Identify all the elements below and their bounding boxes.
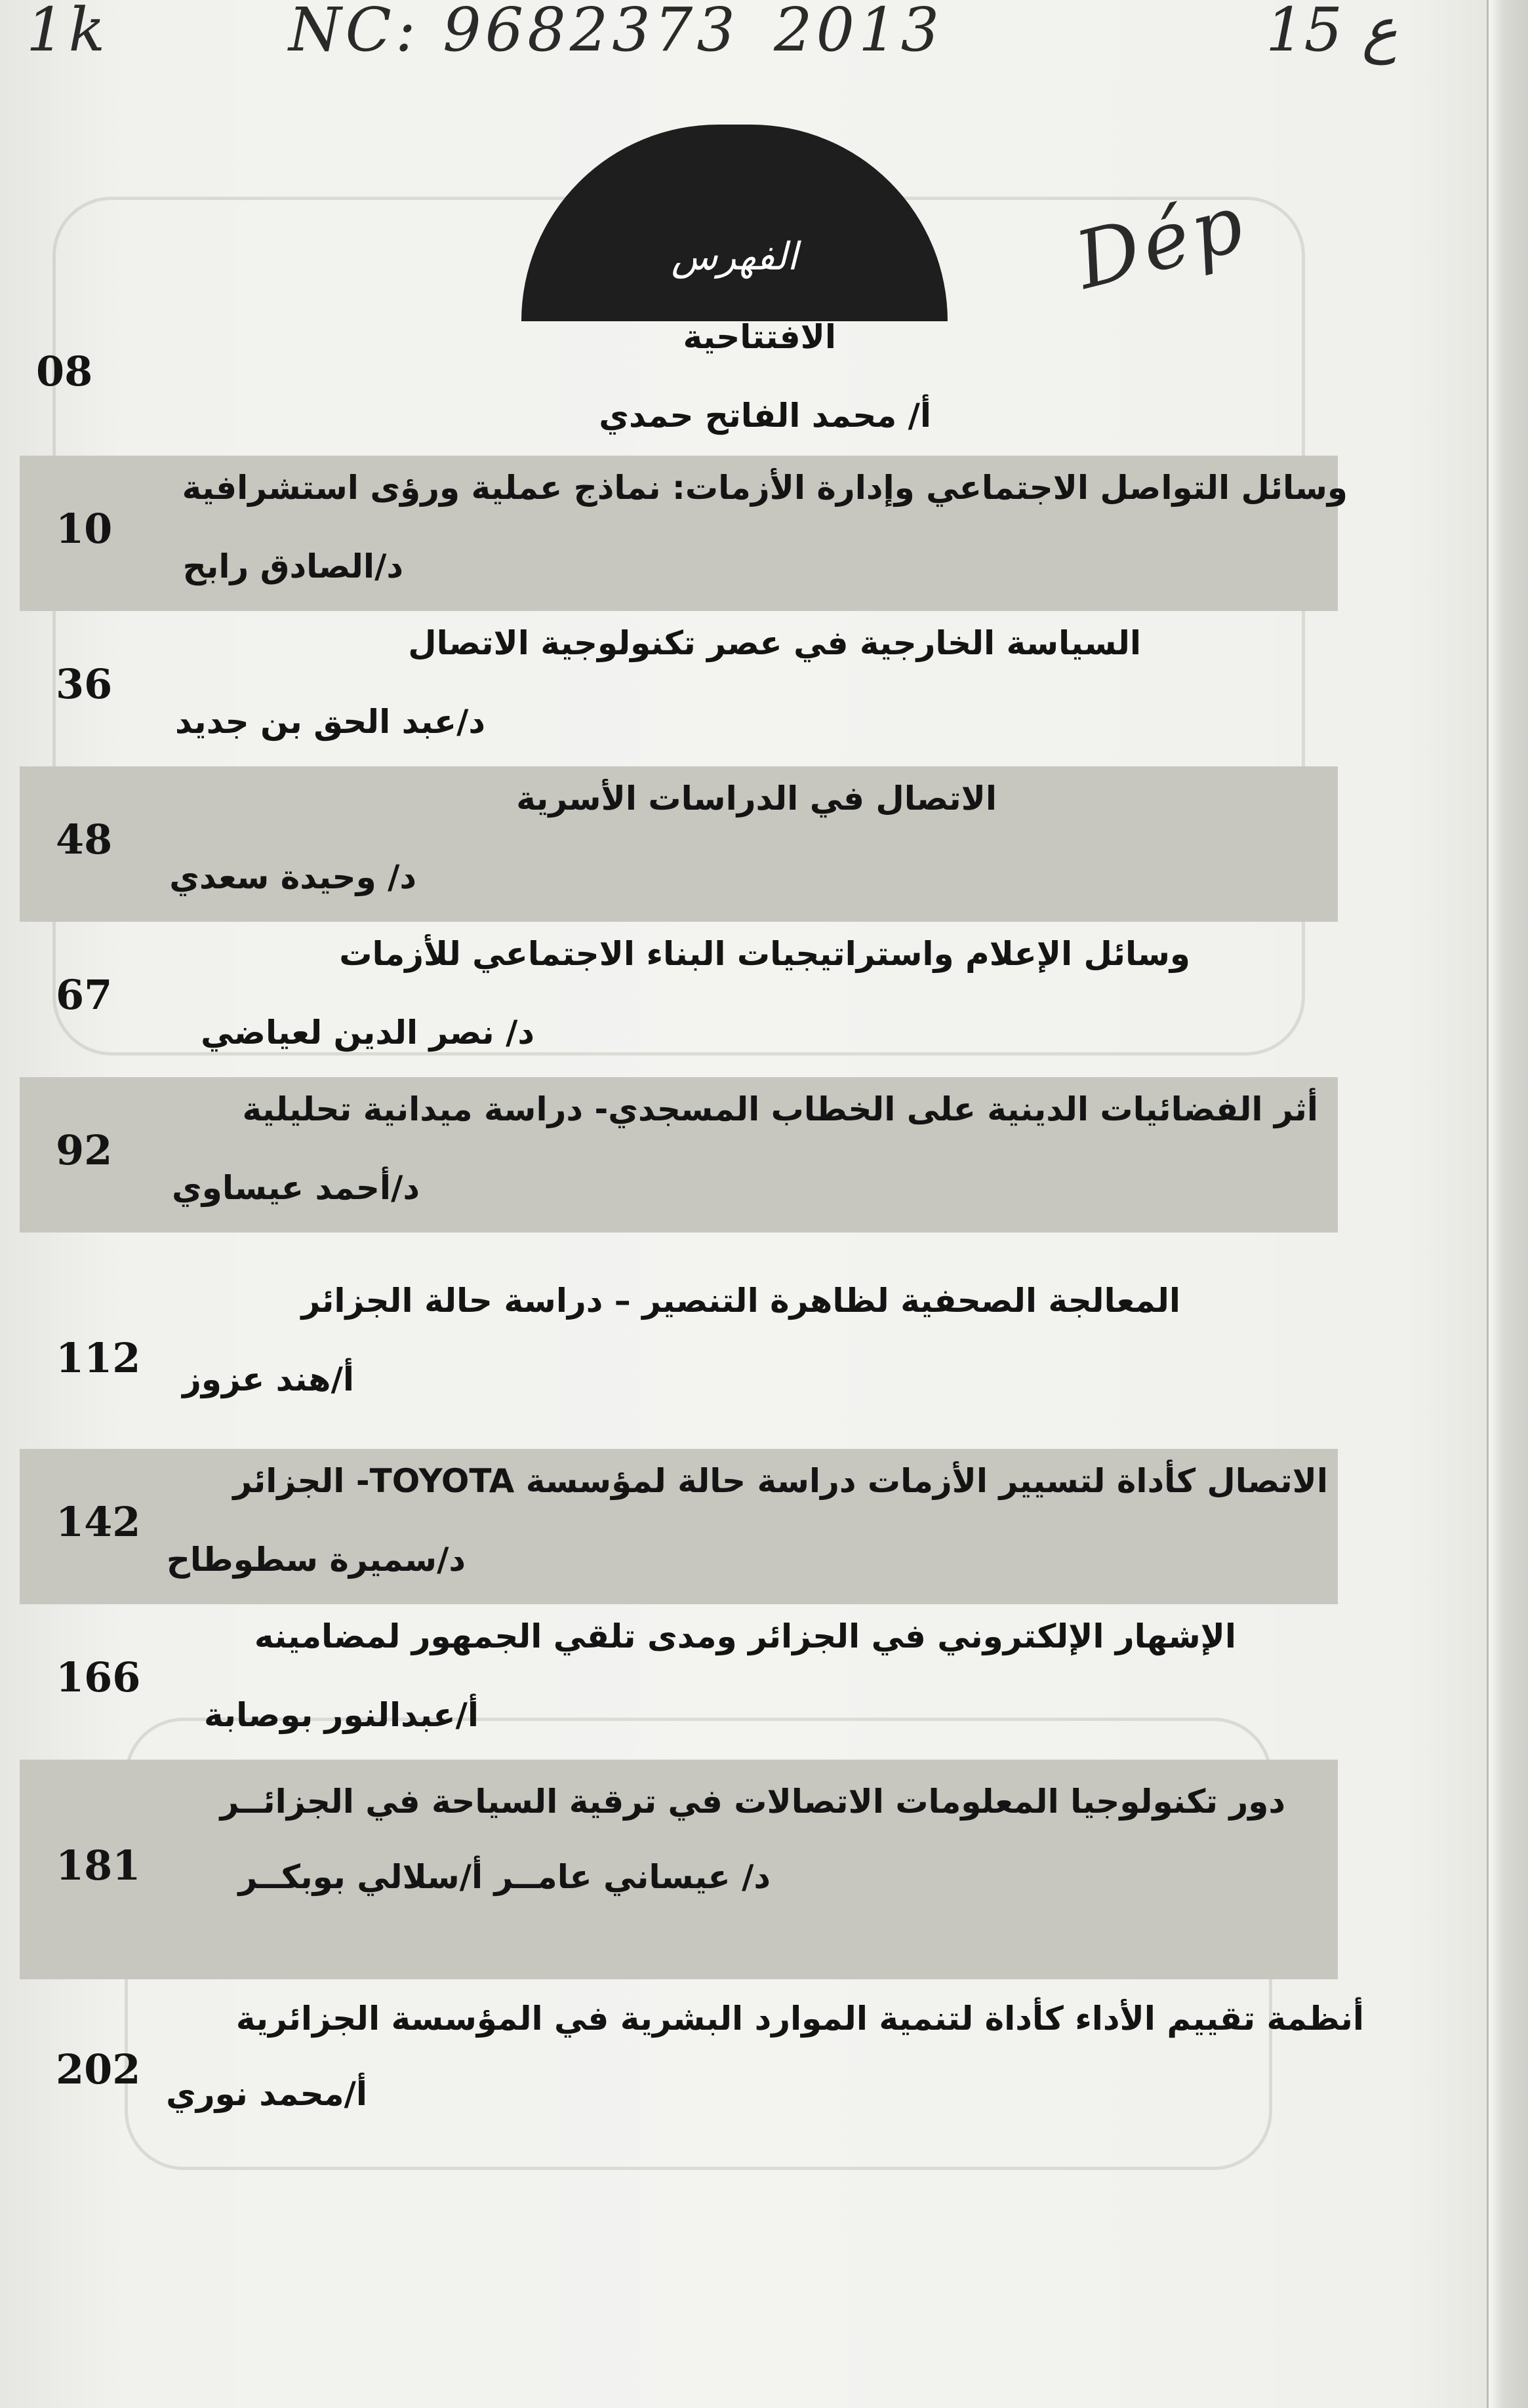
entry-author: د/ وحيدة سعدي [169, 858, 416, 896]
handwritten-page-marks: 15 ع [1266, 0, 1398, 65]
index-entry [20, 1269, 1338, 1424]
index-title: الفهرس [671, 234, 798, 279]
index-header [521, 125, 948, 321]
entry-page-number: 166 [56, 1653, 141, 1701]
entry-author: د/الصادق رابح [182, 547, 403, 585]
index-entry [20, 1760, 1338, 1979]
entry-title: الإشهار الإلكتروني في الجزائر ومدى تلقي الجمهور لمضامينه [254, 1617, 1236, 1655]
entry-title: المعالجة الصحفية لظاهرة التنصير – دراسة حالة الجزائر [301, 1282, 1180, 1320]
handwritten-ref: NC: 9682373 [289, 0, 739, 65]
intro-label: الافتتاحية [683, 318, 836, 356]
handwritten-signature: Dép [1067, 177, 1256, 307]
entry-title: أنظمة تقييم الأداء كأداة لتنمية الموارد البشرية في المؤسسة الجزائرية [235, 2000, 1364, 2038]
entry-page-number: 202 [56, 2045, 141, 2093]
entry-author: د/عبد الحق بن جديد [175, 703, 485, 741]
entry-page-number: 10 [56, 505, 113, 553]
entry-author: د/ نصر الدين لعياضي [201, 1014, 534, 1052]
intro-author: أ/ محمد الفاتح حمدي [599, 397, 931, 435]
handwritten-left-note: 1k [26, 0, 110, 65]
entry-page-number: 92 [56, 1126, 113, 1174]
page-edge [1487, 0, 1528, 2408]
entry-page-number: 142 [56, 1498, 141, 1546]
entry-title: وسائل التواصل الاجتماعي وإدارة الأزمات: نماذج عملية ورؤى استشرافية [182, 469, 1348, 507]
index-entry [20, 766, 1338, 922]
entry-page-number: 48 [56, 816, 113, 863]
entry-page-number: 112 [56, 1334, 141, 1382]
entry-page-number: 67 [56, 971, 113, 1019]
entry-author: أ/عبدالنور بوصابة [203, 1696, 479, 1734]
entry-title: وسائل الإعلام واستراتيجيات البناء الاجتماعي للأزمات [339, 935, 1190, 973]
entry-title: الاتصال كأداة لتسيير الأزمات دراسة حالة لمؤسسة TOYOTA- الجزائر [233, 1462, 1328, 1500]
index-entry [20, 1077, 1338, 1233]
entry-author: د/أحمد عيساوي [171, 1169, 420, 1207]
entry-title: دور تكنولوجيا المعلومات الاتصالات في ترقية السياحة في الجزائــر [220, 1783, 1285, 1821]
index-entry [20, 456, 1348, 611]
entry-page-number: 181 [56, 1842, 141, 1889]
entry-author: د/سميرة سطوطاح [166, 1541, 466, 1579]
intro-page-number: 08 [36, 347, 93, 395]
entry-title: أثر الفضائيات الدينية على الخطاب المسجدي- دراسة ميدانية تحليلية [242, 1090, 1318, 1128]
entry-author: د/ عيساني عامــر أ/سلالي بوبكــر [238, 1858, 771, 1896]
index-entry [20, 611, 1338, 766]
entry-author: أ/محمد نوري [166, 2075, 367, 2113]
entry-page-number: 36 [56, 660, 113, 708]
entry-title: الاتصال في الدراسات الأسرية [516, 780, 997, 818]
index-entry [20, 922, 1338, 1077]
index-entry [20, 1604, 1338, 1760]
index-entry [20, 1449, 1338, 1604]
index-entry [20, 1980, 1364, 2177]
entry-author: أ/هند عزوز [182, 1360, 354, 1398]
entry-title: السياسة الخارجية في عصر تكنولوجية الاتصال [408, 624, 1141, 662]
handwritten-year: 2013 [774, 0, 944, 65]
